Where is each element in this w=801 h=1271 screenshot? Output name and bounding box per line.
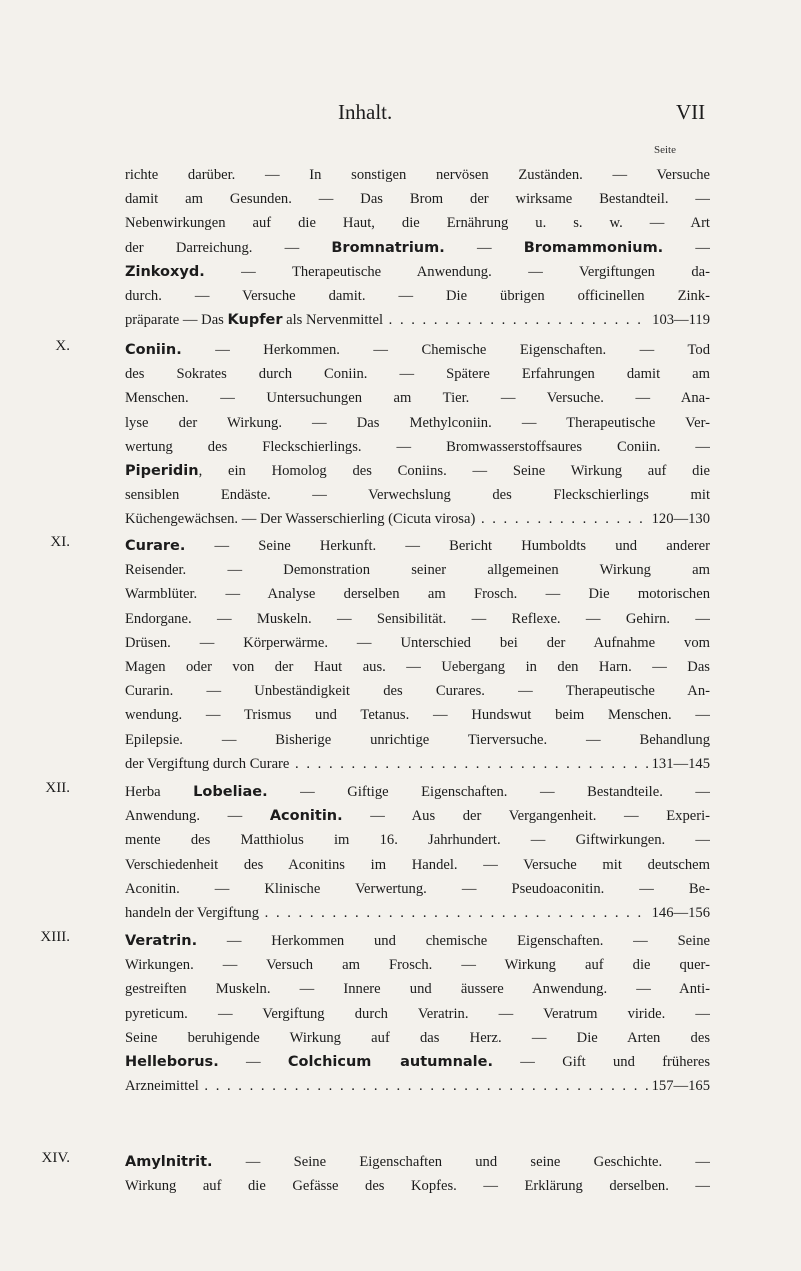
summary-line: des Sokrates durch Coniin. — Spätere Erfahrungen damit am — [125, 366, 710, 383]
summary-line: Drüsen. — Körperwärme. — Unterschied bei der Aufnahme vom — [125, 634, 710, 651]
summary-line: Veratrin. — Herkommen und chemische Eigenschaften. — Seine — [125, 933, 710, 949]
substance-name: Curare. — [125, 538, 186, 554]
page-column-label: Seite — [654, 144, 676, 156]
summary-line: Endorgane. — Muskeln. — Sensibilität. — Reflexe. — Gehirn. — — [125, 610, 710, 627]
summary-line: Seine beruhigende Wirkung auf das Herz. — Die Arten des — [125, 1029, 710, 1046]
summary-line: mente des Matthiolus im 16. Jahrhundert. — Giftwirkungen. — — [125, 832, 710, 849]
summary-line: Curarin. — Unbeständigkeit des Curares. — Therapeutische An- — [125, 683, 710, 700]
page-title: Inhalt. — [338, 100, 393, 124]
substance-name: Bromammonium. — [523, 239, 664, 256]
page-range: 157—165 — [649, 1074, 710, 1098]
page-range: 146—156 — [649, 901, 710, 925]
summary-line: Piperidin, ein Homolog des Coniins. — Seine Wirkung auf die — [125, 462, 710, 479]
summary-line: Wirkung auf die Gefässe des Kopfes. — Erklärung derselben. — — [125, 1178, 710, 1195]
chapter-summary — [125, 163, 710, 332]
chapter-summary — [125, 780, 710, 925]
page-range: 103—119 — [649, 308, 710, 332]
summary-line: wertung des Fleckschierlings. — Bromwasserstoffsaures Coniin. — — [125, 438, 710, 455]
summary-last-line: Küchengewächsen. — Der Wasserschierling (Cicuta virosa) . . . 120—130 — [125, 507, 710, 531]
chapter-summary — [125, 338, 710, 532]
chapter-numeral: XII. — [45, 780, 70, 796]
substance-name: Aconitin. — [269, 808, 343, 825]
summary-line: Epilepsie. — Bisherige unrichtige Tierversuche. — Behandlung — [125, 731, 710, 748]
substance-name: Coniin. — [125, 342, 182, 358]
summary-last-line: präparate — Das Kupfer als Nervenmittel . . . 103—119 — [125, 308, 710, 332]
summary-line: Nebenwirkungen auf die Haut, die Ernährung u. s. w. — Art — [125, 215, 710, 232]
summary-line: Wirkungen. — Versuch am Frosch. — Wirkung auf die quer- — [125, 957, 710, 974]
chapter-summary — [125, 534, 710, 776]
substance-name: Kupfer — [227, 312, 283, 329]
chapter-numeral: XI. — [50, 534, 70, 550]
summary-line: Anwendung. — Aconitin. — Aus der Vergangenheit. — Experi- — [125, 808, 710, 825]
summary-line: Curare. — Seine Herkunft. — Bericht Humboldts und anderer — [125, 538, 710, 554]
summary-line: Menschen. — Untersuchungen am Tier. — Versuche. — Ana- — [125, 390, 710, 407]
summary-line: wendung. — Trismus und Tetanus. — Hundswut beim Menschen. — — [125, 707, 710, 724]
summary-line: Zinkoxyd. — Therapeutische Anwendung. — Vergiftungen da- — [125, 263, 710, 280]
summary-last-line: der Vergiftung durch Curare . . . 131—145 — [125, 752, 710, 776]
summary-line: Aconitin. — Klinische Verwertung. — Pseudoaconitin. — Be- — [125, 880, 710, 897]
chapter-numeral: XIV. — [41, 1150, 70, 1166]
page-header — [0, 100, 801, 130]
substance-name: Helleborus. — [125, 1053, 219, 1070]
substance-name: Veratrin. — [125, 933, 198, 949]
substance-name: Amylnitrit. — [125, 1154, 213, 1170]
summary-line: pyreticum. — Vergiftung durch Veratrin. — Veratrum viride. — — [125, 1005, 710, 1022]
substance-name: Piperidin — [125, 462, 199, 479]
summary-last-line: handeln der Vergiftung . . . 146—156 — [125, 901, 710, 925]
summary-line: Reisender. — Demonstration seiner allgemeinen Wirkung am — [125, 562, 710, 579]
chapter-summary — [125, 1150, 710, 1198]
substance-name: Zinkoxyd. — [125, 263, 205, 280]
page-number: VII — [676, 100, 706, 124]
page-range: 131—145 — [649, 752, 710, 776]
summary-line: sensiblen Endäste. — Verwechslung des Fleckschierlings mit — [125, 487, 710, 504]
summary-line: richte darüber. — In sonstigen nervösen Zuständen. — Versuche — [125, 167, 710, 183]
summary-line: lyse der Wirkung. — Das Methylconiin. — Therapeutische Ver- — [125, 414, 710, 431]
summary-line: Coniin. — Herkommen. — Chemische Eigenschaften. — Tod — [125, 342, 710, 358]
chapter-numeral: XIII. — [40, 929, 70, 945]
substance-name: Colchicum autumnale. — [287, 1053, 493, 1070]
summary-line: Herba Lobeliae. — Giftige Eigenschaften. — Bestandteile. — — [125, 784, 710, 800]
summary-line: Amylnitrit. — Seine Eigenschaften und seine Geschichte. — — [125, 1154, 710, 1170]
summary-line: Warmblüter. — Analyse derselben am Frosch. — Die motorischen — [125, 586, 710, 603]
summary-line: Magen oder von der Haut aus. — Uebergang in den Harn. — Das — [125, 658, 710, 675]
page-range: 120—130 — [649, 507, 710, 531]
substance-name: Bromnatrium. — [331, 239, 445, 256]
summary-last-line: Arzneimittel . . . 157—165 — [125, 1074, 710, 1098]
summary-line: damit am Gesunden. — Das Brom der wirksame Bestandteil. — — [125, 191, 710, 208]
summary-line: durch. — Versuche damit. — Die übrigen officinellen Zink- — [125, 287, 710, 304]
chapter-summary — [125, 929, 710, 1098]
summary-line: Helleborus. — Colchicum autumnale. — Gift und früheres — [125, 1053, 710, 1070]
summary-line: der Darreichung. — Bromnatrium. — Bromammonium. — — [125, 239, 710, 256]
substance-name: Lobeliae. — [193, 784, 268, 800]
summary-line: Verschiedenheit des Aconitins im Handel. — Versuche mit deutschem — [125, 856, 710, 873]
chapter-numeral: X. — [55, 338, 70, 354]
summary-line: gestreiften Muskeln. — Innere und äussere Anwendung. — Anti- — [125, 981, 710, 998]
